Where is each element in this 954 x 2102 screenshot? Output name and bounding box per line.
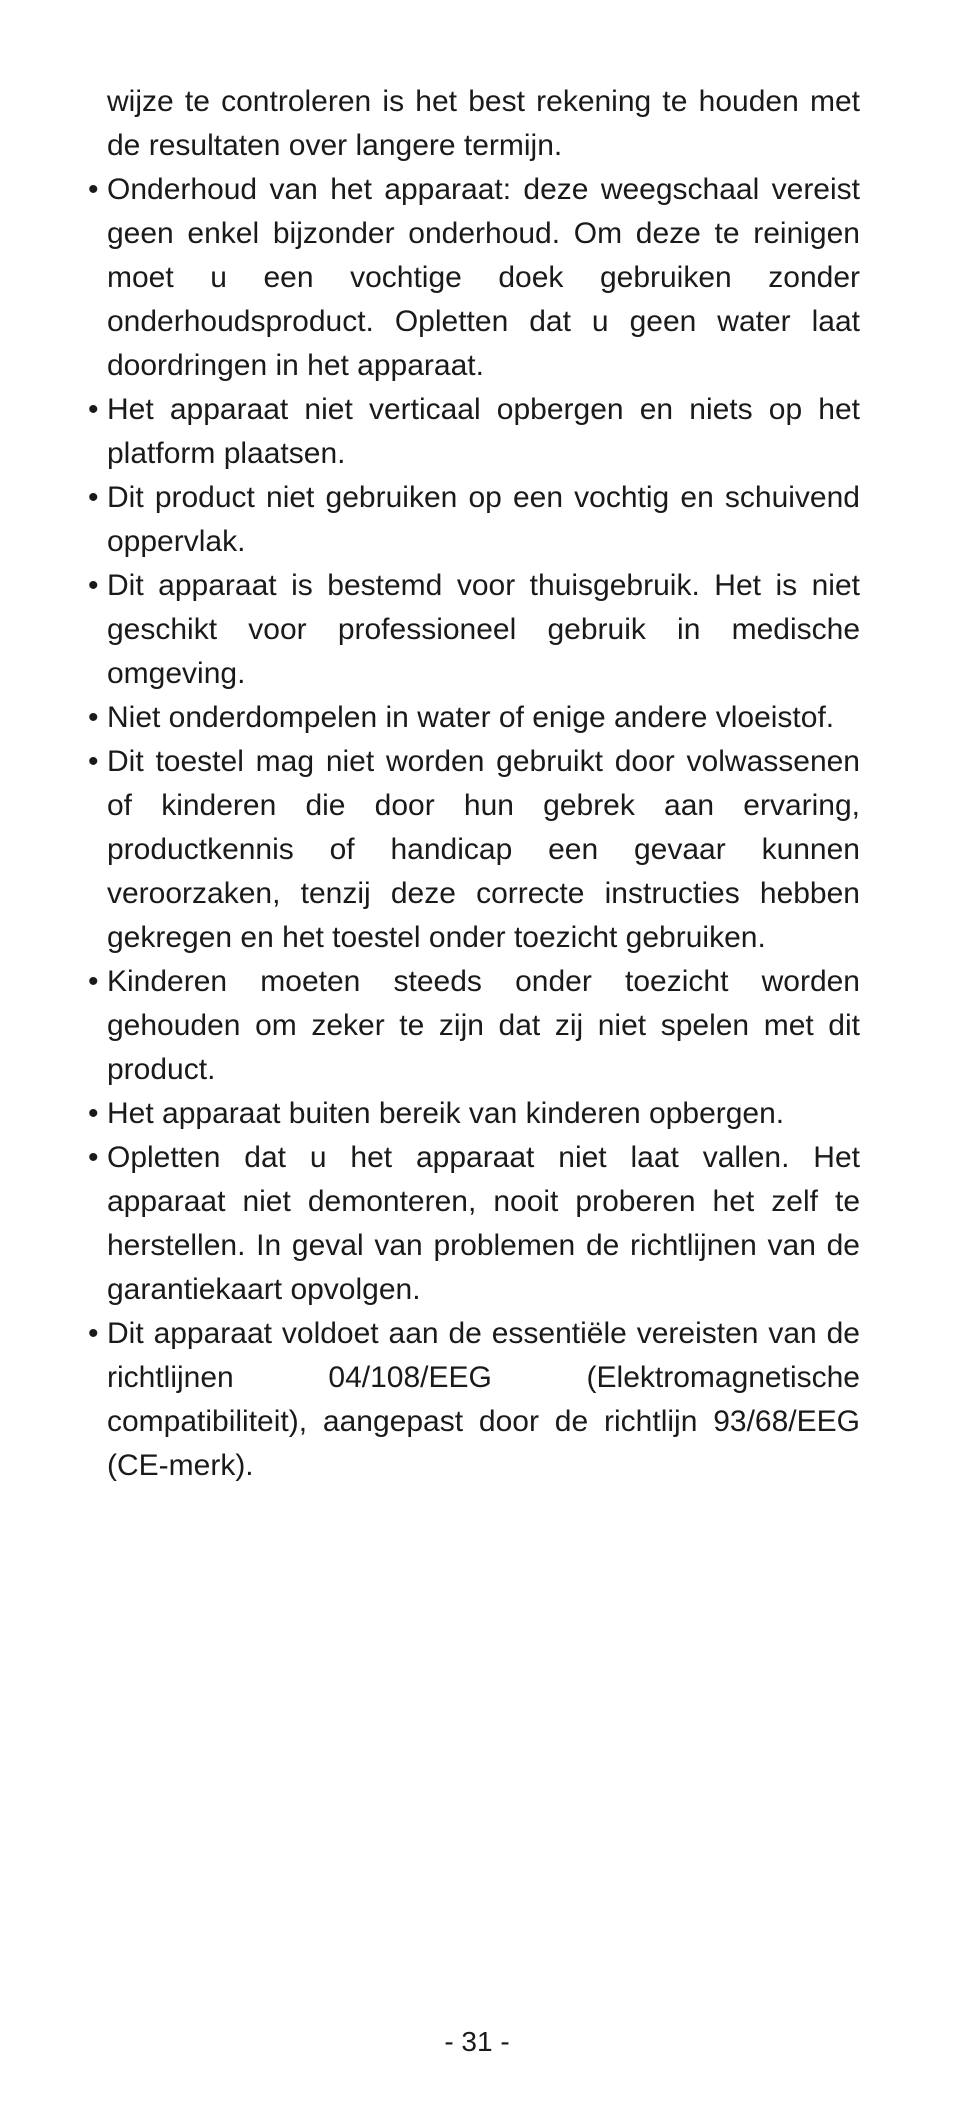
bullet-text: Het apparaat buiten bereik van kinderen opbergen. <box>107 1097 785 1130</box>
bullet-icon: • <box>88 569 99 602</box>
bullet-item <box>88 960 860 1092</box>
bullet-text: Onderhoud van het apparaat: deze weegschaal vereist geen enkel bijzonder onderhoud. Om deze te reinigen moet u een vochtige doek gebruiken zonder onderhoudsproduct. Opletten dat u geen water laat doordringen in het apparaat. <box>107 173 860 382</box>
bullet-text: Dit apparaat voldoet aan de essentiële vereisten van de richtlijnen 04/108/EEG (Elektromagnetische compatibiliteit), aangepast door de richtlijn 93/68/EEG (CE-merk). <box>107 1317 860 1482</box>
bullet-icon: • <box>88 393 99 426</box>
bullet-text: Dit toestel mag niet worden gebruikt door volwassenen of kinderen die door hun gebrek aan ervaring, productkennis of handicap een gevaar kunnen veroorzaken, tenzij deze correcte instructies hebben gekregen en het toestel onder toezicht gebruiken. <box>107 745 860 954</box>
bullet-item <box>88 388 860 476</box>
bullet-item <box>88 564 860 696</box>
bullet-text: Het apparaat niet verticaal opbergen en niets op het platform plaatsen. <box>107 393 860 470</box>
bullet-item <box>88 696 860 740</box>
bullet-item <box>88 476 860 564</box>
bullet-text: Opletten dat u het apparaat niet laat vallen. Het apparaat niet demonteren, nooit proberen het zelf te herstellen. In geval van problemen de richtlijnen van de garantiekaart opvolgen. <box>107 1141 860 1306</box>
bullet-item <box>88 740 860 960</box>
bullet-text: Kinderen moeten steeds onder toezicht worden gehouden om zeker te zijn dat zij niet spelen met dit product. <box>107 965 860 1086</box>
bullet-icon: • <box>88 701 99 734</box>
bullet-icon: • <box>88 965 99 998</box>
bullet-item <box>88 1092 860 1136</box>
bullet-item <box>88 1136 860 1312</box>
bullet-icon: • <box>88 1097 99 1130</box>
bullet-icon: • <box>88 745 99 778</box>
bullet-icon: • <box>88 481 99 514</box>
document-body <box>88 80 860 1488</box>
bullet-icon: • <box>88 1141 99 1174</box>
bullet-text: Dit apparaat is bestemd voor thuisgebruik. Het is niet geschikt voor professioneel gebruik in medische omgeving. <box>107 569 860 690</box>
bullet-text: Niet onderdompelen in water of enige andere vloeistof. <box>107 701 835 734</box>
bullet-item <box>88 168 860 388</box>
bullet-icon: • <box>88 173 99 206</box>
bullet-text: Dit product niet gebruiken op een vochtig en schuivend oppervlak. <box>107 481 860 558</box>
page-number: - 31 - <box>444 2026 510 2057</box>
bullet-icon: • <box>88 1317 99 1350</box>
bullet-list <box>88 168 860 1488</box>
bullet-item <box>88 1312 860 1488</box>
intro-paragraph: wijze te controleren is het best rekening te houden met de resultaten over langere termijn. <box>107 85 860 162</box>
